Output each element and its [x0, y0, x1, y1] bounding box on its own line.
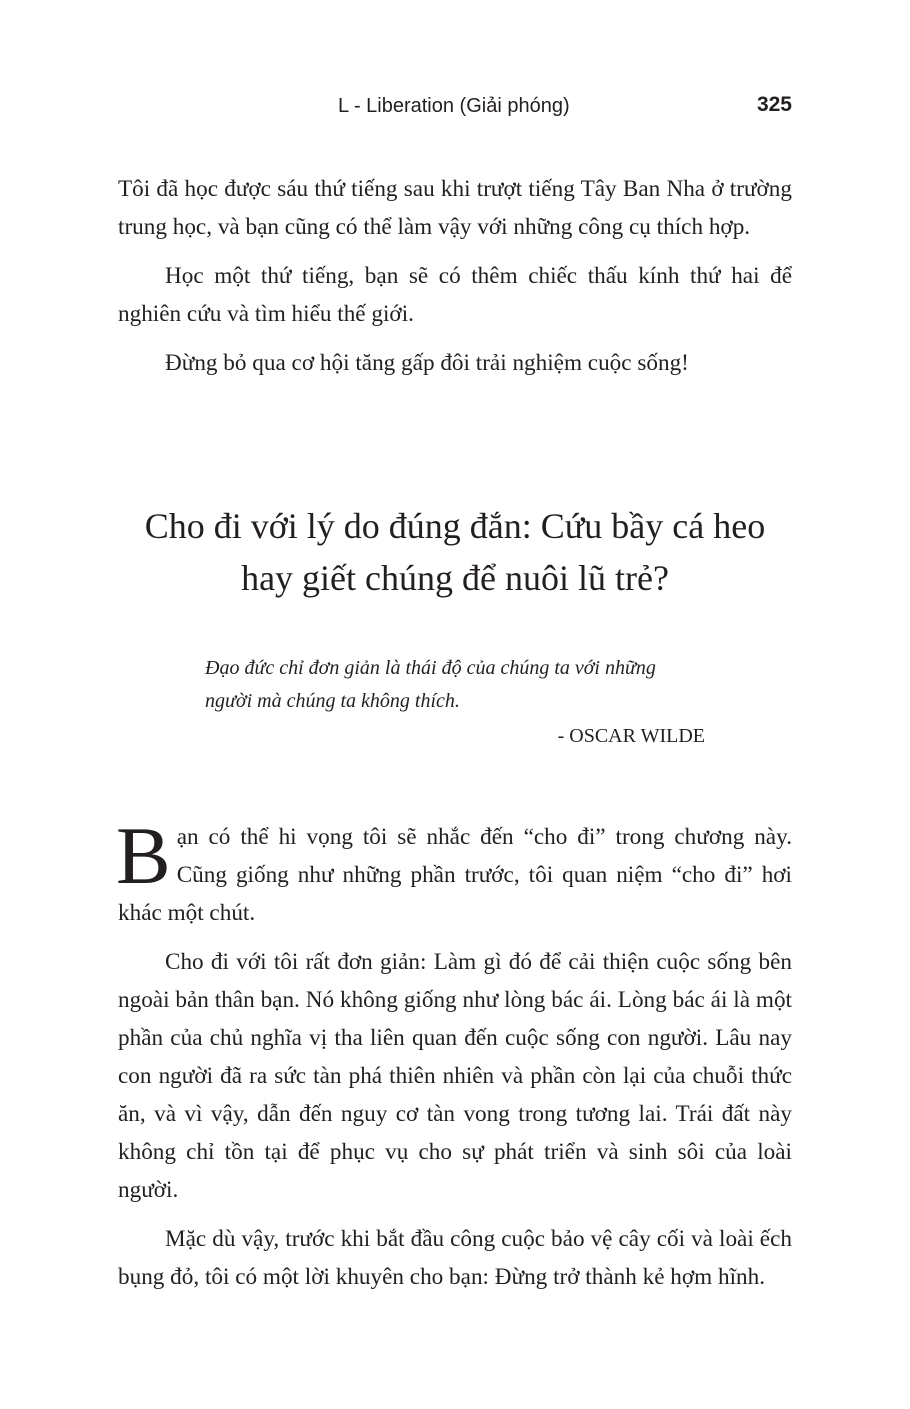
section-heading-line: Cho đi với lý do đúng đắn: Cứu bầy cá heo	[144, 506, 766, 546]
paragraph: Đừng bỏ qua cơ hội tăng gấp đôi trải nghiệm cuộc sống!	[165, 350, 689, 376]
running-title: L - Liberation (Giải phóng)	[338, 95, 570, 117]
page-number: 325	[756, 93, 792, 116]
epigraph	[205, 652, 705, 748]
page-header	[118, 95, 792, 127]
paragraph: Cho đi với tôi rất đơn giản: Làm gì đó để cải thiện cuộc sống bên ngoài bản thân bạn. Nó không giống như lòng bác ái. Lòng bác ái là một phần của chủ nghĩa vị tha liên quan đến cuộc sống con người. Lâu nay con người đã ra sức tàn phá thiên nhiên và phần còn lại của chuỗi thức ăn, và vì vậy, dẫn đến nguy cơ tàn vong trong tương lai. Trái đất này không chỉ tồn tại để phục vụ cho sự phát triển và sinh sôi của loài người.	[118, 949, 792, 1203]
epigraph-author: - OSCAR WILDE	[557, 725, 705, 747]
section-heading-line: hay giết chúng để nuôi lũ trẻ?	[241, 558, 669, 598]
paragraph	[116, 810, 792, 932]
paragraph: Học một thứ tiếng, bạn sẽ có thêm chiếc thấu kính thứ hai để nghiên cứu và tìm hiểu thế giới.	[118, 263, 792, 327]
paragraph: Tôi đã học được sáu thứ tiếng sau khi trượt tiếng Tây Ban Nha ở trường trung học, và bạn cũng có thể làm vậy với những công cụ thích hợp.	[118, 176, 792, 240]
top-text-block	[118, 170, 792, 382]
epigraph-quote: Đạo đức chỉ đơn giản là thái độ của chúng ta với những người mà chúng ta không thích.	[205, 657, 656, 712]
section-heading	[90, 500, 820, 604]
paragraph: Mặc dù vậy, trước khi bắt đầu công cuộc bảo vệ cây cối và loài ếch bụng đỏ, tôi có một lời khuyên cho bạn: Đừng trở thành kẻ hợm hĩnh.	[118, 1226, 792, 1290]
paragraph-text: ạn có thể hi vọng tôi sẽ nhắc đến “cho đi” trong chương này. Cũng giống như những phần trước, tôi quan niệm “cho đi” hơi khác một chút.	[118, 824, 792, 926]
body-text-block	[116, 810, 792, 1296]
drop-cap: B	[116, 810, 171, 901]
